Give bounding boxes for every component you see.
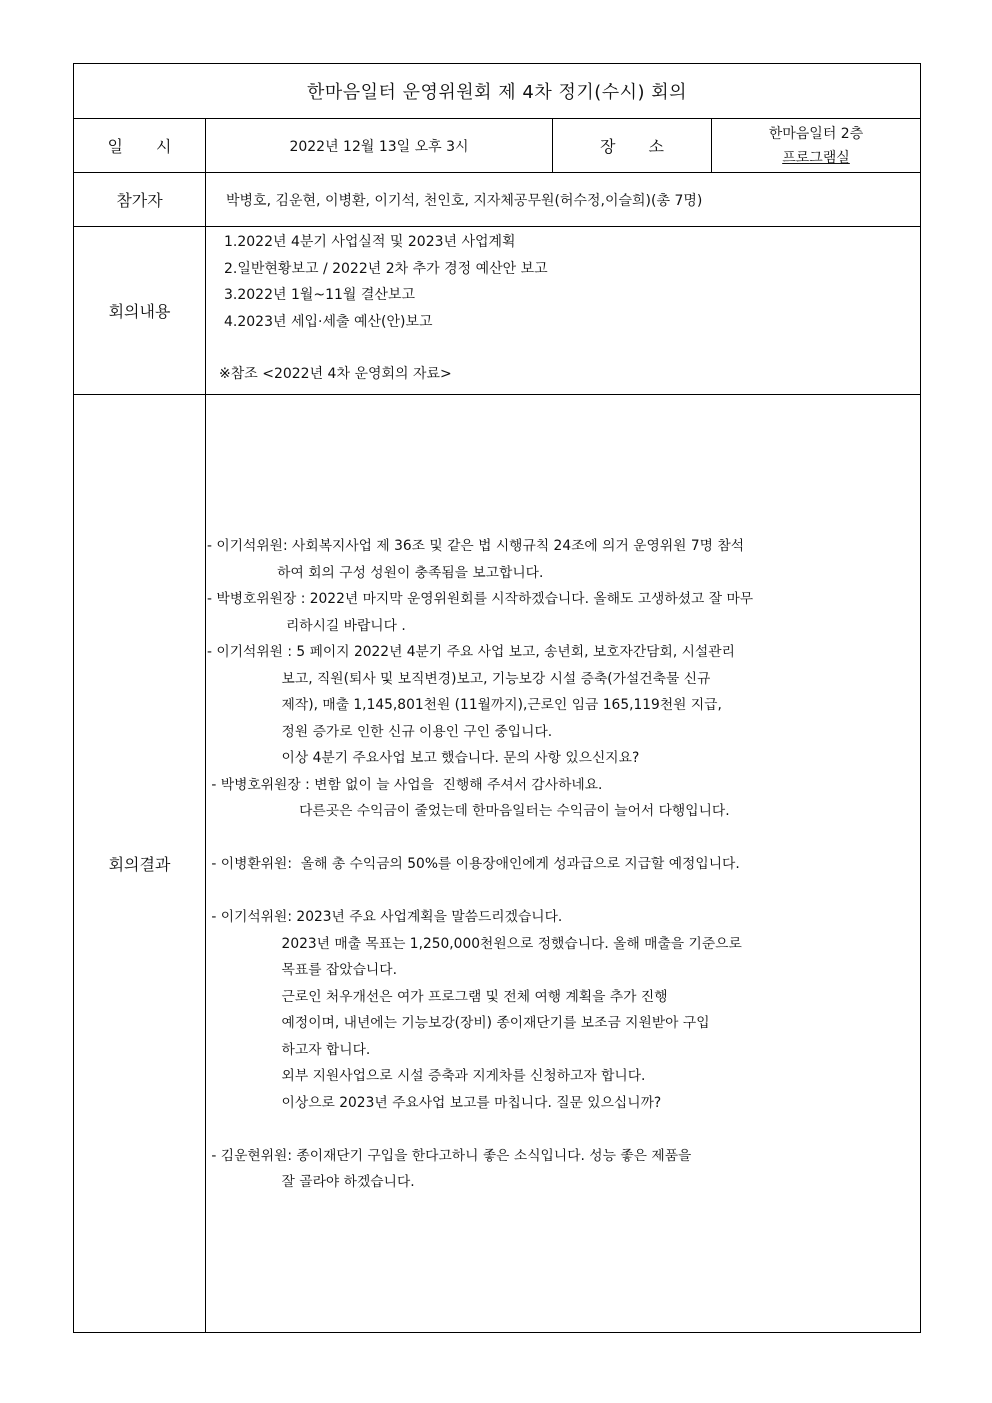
result-line: - 박병호위원장 : 변함 없이 늘 사업을 진행해 주셔서 감사하네요. <box>207 776 603 793</box>
title-row <box>74 64 920 119</box>
meeting-minutes-sheet <box>73 63 921 1333</box>
result-line: 정원 증가로 인한 신규 이용인 구인 중입니다. <box>207 723 553 740</box>
result-line: 2023년 매출 목표는 1,250,000천원으로 정했습니다. 올해 매출을 기준으로 <box>207 935 742 952</box>
agenda-item: 2.일반현황보고 / 2022년 2차 추가 경정 예산안 보고 <box>224 260 548 277</box>
datetime-label: 일 시 <box>74 119 206 172</box>
result-line: - 박병호위원장 : 2022년 마지막 운영위원회를 시작하겠습니다. 올해도 고생하셨고 잘 마무 <box>207 591 754 607</box>
results-body <box>207 533 919 1196</box>
result-line: - 이병환위원: 올해 총 수익금의 50%를 이용장애인에게 성과급으로 지급할 예정입니다. <box>207 856 740 872</box>
agenda-row <box>74 227 920 395</box>
datetime-value: 2022년 12월 13일 오후 3시 <box>206 119 553 172</box>
result-line: 이상으로 2023년 주요사업 보고를 마칩니다. 질문 있으십니까? <box>207 1094 662 1111</box>
result-line: - 이기석위원 : 5 페이지 2022년 4분기 주요 사업 보고, 송년회, 보호자간담회, 시설관리 <box>207 644 735 660</box>
result-line <box>207 825 919 852</box>
place-line-2: 프로그램실 <box>782 149 850 166</box>
document-title: 한마음일터 운영위원회 제 4차 정기(수시) 회의 <box>306 82 688 103</box>
agenda-item: 1.2022년 4분기 사업실적 및 2023년 사업계획 <box>224 234 516 250</box>
agenda-item: 4.2023년 세입·세출 예산(안)보고 <box>224 313 433 330</box>
result-line: 제작), 매출 1,145,801천원 (11월까지),근로인 임금 165,119천원 지급, <box>207 697 722 713</box>
result-line: 하고자 합니다. <box>207 1041 371 1058</box>
result-line: 목표를 잡았습니다. <box>207 962 397 978</box>
result-line: 예정이며, 내년에는 기능보강(장비) 종이재단기를 보조금 지원받아 구입 <box>207 1015 710 1031</box>
result-line: - 김운현위원: 종이재단기 구입을 한다고하니 좋은 소식입니다. 성능 좋은 제품을 <box>207 1147 692 1164</box>
result-line <box>207 1116 919 1143</box>
result-line: 하여 회의 구성 성원이 충족됨을 보고합니다. <box>207 564 544 581</box>
participants-value: 박병호, 김운현, 이병환, 이기석, 천인호, 지자체공무원(허수정,이슬희)(총 7명) <box>226 192 703 209</box>
participants-label: 참가자 <box>74 173 206 226</box>
result-line <box>207 878 919 905</box>
participants-row <box>74 173 920 227</box>
place-value <box>712 119 920 172</box>
result-line: 외부 지원사업으로 시설 증축과 지게차를 신청하고자 합니다. <box>207 1068 646 1084</box>
result-line: 근로인 처우개선은 여가 프로그램 및 전체 여행 계획을 추가 진행 <box>207 988 668 1005</box>
result-line: - 이기석위원: 사회복지사업 제 36조 및 같은 법 시행규칙 24조에 의거 운영위원 7명 참석 <box>207 538 745 554</box>
result-line: 보고, 직원(퇴사 및 보직변경)보고, 기능보강 시설 증축(가설건축물 신규 <box>207 670 711 687</box>
result-line: 이상 4분기 주요사업 보고 했습니다. 문의 사항 있으신지요? <box>207 750 640 766</box>
result-line: 다른곳은 수익금이 줄었는데 한마음일터는 수익금이 늘어서 다행입니다. <box>207 803 730 819</box>
result-line: 리하시길 바랍니다 . <box>207 617 406 634</box>
result-line: 잘 골라야 하겠습니다. <box>207 1174 415 1190</box>
place-label: 장 소 <box>553 119 712 172</box>
results-label: 회의결과 <box>74 395 206 1332</box>
place-line-1: 한마음일터 2층 <box>768 125 864 142</box>
agenda-list <box>219 229 548 388</box>
result-line: - 이기석위원: 2023년 주요 사업계획을 말씀드리겠습니다. <box>207 909 563 925</box>
agenda-reference-note: ※참조 <2022년 4차 운영회의 자료> <box>219 366 452 382</box>
agenda-item: 3.2022년 1월~11월 결산보고 <box>224 287 416 303</box>
agenda-label: 회의내용 <box>74 227 206 394</box>
results-row <box>74 395 920 1332</box>
datetime-place-row <box>74 119 920 173</box>
